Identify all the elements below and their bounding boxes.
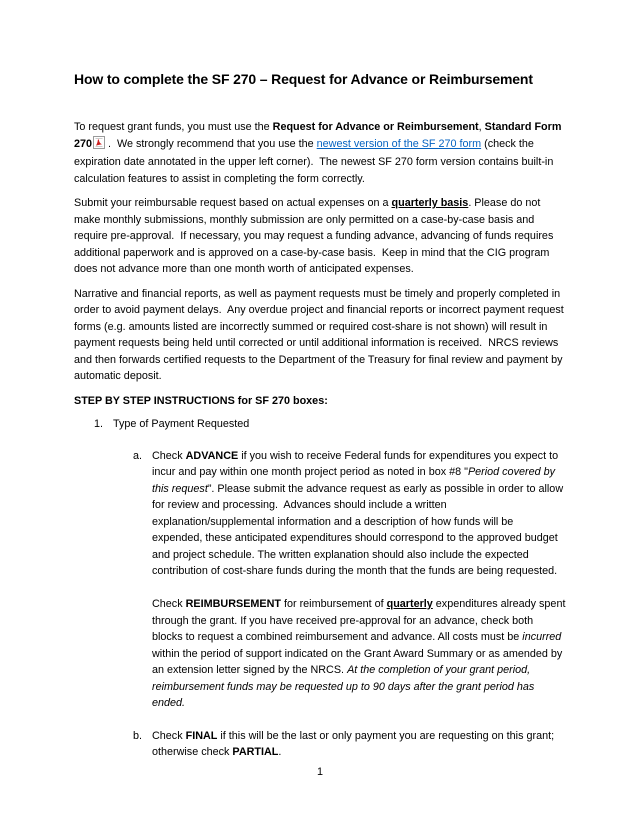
paragraph xyxy=(74,286,566,385)
text-run: Request for Advance or Reimbursement xyxy=(272,121,479,133)
paragraph xyxy=(74,119,566,187)
paragraph xyxy=(74,195,566,278)
text-run: quarterly basis xyxy=(391,197,469,209)
text-run: . Please do not make monthly submissions, monthly submission are only permitted on a case-by-case basis and require pre-approval. If necessary, you may request a funding advance, advancing of funds requires additional paperwork and is approved on a case-by-case basis. Keep in mind that the CIG program does not advance more than one month worth of anticipated expenses. xyxy=(74,197,557,275)
document-body xyxy=(74,119,569,761)
pdf-file-icon xyxy=(93,136,105,155)
text-run: Check xyxy=(152,449,186,462)
text-run: expenditures already spent through the grant. If you have received pre-approval for an advance, check both blocks to request a combined reimbursement and advance. All costs must be xyxy=(152,598,569,643)
text-run: . xyxy=(278,746,282,758)
page-number: 1 xyxy=(316,766,323,778)
paragraph xyxy=(74,393,566,410)
text-run: Type of Payment Requested xyxy=(113,418,250,430)
text-run: To request grant funds, you must use the xyxy=(74,121,273,133)
text-run: Submit your reimbursable request based on actual expenses on a xyxy=(74,197,392,209)
step-by-step-heading xyxy=(74,393,566,410)
list-item-type-of-payment xyxy=(94,416,566,433)
text-run: REIMBURSEMENT xyxy=(185,598,281,610)
text-run: if this will be the last or only payment you are requesting on this grant; otherwise check xyxy=(152,729,558,758)
text-run: incurred xyxy=(522,631,562,643)
text-run: , xyxy=(478,121,485,133)
list-item-type-of-payment-marker: 1. xyxy=(94,418,104,430)
text-run: Narrative and financial reports, as well as payment requests must be timely and properly completed in order to avoid payment delays. Any overdue project and financial reports or incorrect payment request forms (e.g. amounts listed are incorrectly summed or required cost-share is not shown) will result in payment requests being held until corrected or until additional information is received. NRCS reviews and then forwards certified requests to the Department of the Treasury for final review and payment by automatic deposit. xyxy=(74,287,567,382)
list-item-b-final xyxy=(133,728,566,761)
text-run: if you wish to receive Federal funds for expenditures you expect to incur and pay within one month project period as noted in box #8 " xyxy=(152,449,562,478)
text-run: Check xyxy=(152,598,186,610)
reports-paragraph xyxy=(74,286,566,385)
text-run: Period covered by this request xyxy=(152,466,558,495)
list-item-a-advance xyxy=(133,448,569,712)
text-run: At the completion of your grant period, reimbursement funds may be requested up to 90 days after the grant period has ended. xyxy=(152,664,538,709)
text-run: ”. Please submit the advance request as early as possible in order to allow for review and processing. Advances should include a written explanation/supplemental information and a description of how funds will be expended, these anticipated expenditures should correspond to the approved budget and project schedule. The written explanation should also include the expected contribution of cost-share funds during the month that the funds are being requested. xyxy=(152,482,567,577)
text-run: Standard Form 270 xyxy=(74,121,565,150)
paragraph xyxy=(152,728,566,761)
text-run: FINAL xyxy=(185,729,218,742)
text-run: STEP BY STEP INSTRUCTIONS for SF 270 boxes: xyxy=(74,394,328,407)
intro-paragraph xyxy=(74,119,566,187)
text-run: PARTIAL xyxy=(232,746,279,758)
text-run: within the period of support indicated on the Grant Award Summary or as amended by an extension letter signed by the NRCS. xyxy=(152,631,566,676)
text-run: ADVANCE xyxy=(185,449,239,462)
paragraph xyxy=(152,596,569,712)
text-run: quarterly xyxy=(386,598,433,610)
page-title: How to complete the SF 270 – Request for Advance or Reimbursement xyxy=(74,71,533,87)
sf270-newest-version-link[interactable]: newest version of the SF 270 form xyxy=(316,137,482,150)
list-item-b-final-marker: b. xyxy=(133,729,143,742)
paragraph xyxy=(152,448,566,580)
text-run: . We strongly recommend that you use the xyxy=(105,137,317,150)
text-run: for reimbursement of xyxy=(280,598,387,610)
quarterly-basis-paragraph xyxy=(74,195,566,278)
paragraph xyxy=(113,416,566,433)
text-run: Check xyxy=(152,729,186,742)
list-item-a-advance-marker: a. xyxy=(133,449,143,462)
text-run: (check the expiration date annotated in the upper left corner). The newest SF 270 form version contains built-in calculation features to assist in completing the form correctly. xyxy=(74,137,557,185)
